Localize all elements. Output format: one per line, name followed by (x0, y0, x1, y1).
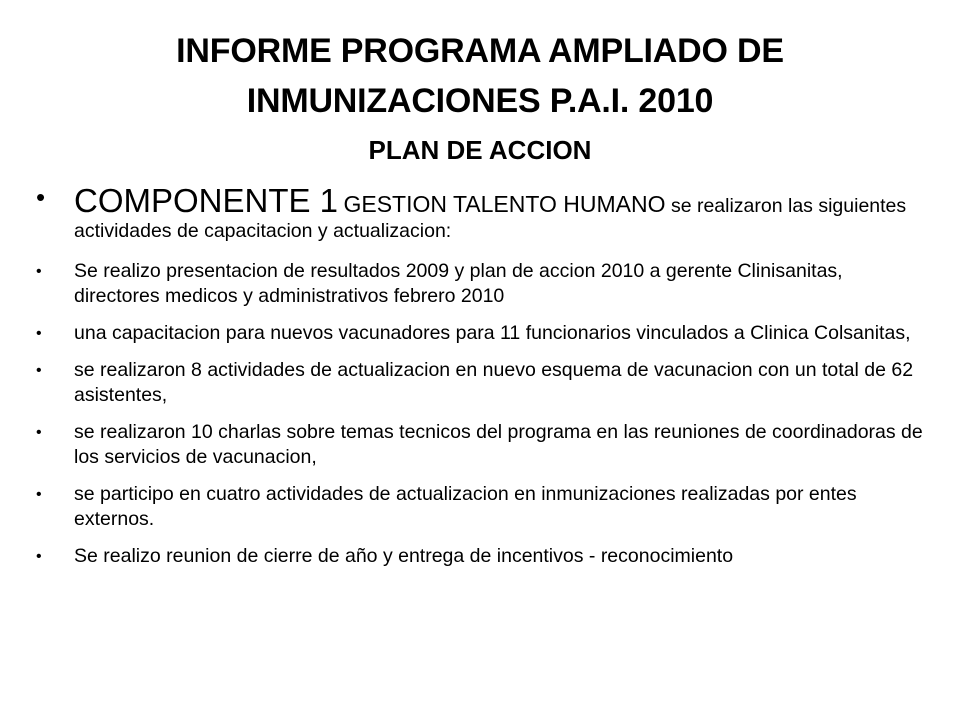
bullet-icon: • (36, 182, 46, 212)
list-item (36, 544, 926, 569)
list-item (36, 420, 926, 470)
list-item-text: se realizaron 10 charlas sobre temas tecnicos del programa en las reuniones de coordinadoras de los servicios de vacunacion, (74, 421, 923, 468)
component-description: se realizaron las siguientes actividades de capacitacion y actualizacion: (74, 195, 907, 242)
list-item (36, 482, 926, 532)
list-item-text: Se realizo presentacion de resultados 2009 y plan de accion 2010 a gerente Clinisanitas, directores medicos y administrativos febrero 2010 (74, 260, 843, 307)
list-item-text: una capacitacion para nuevos vacunadores para 11 funcionarios vinculados a Clinica Colsanitas, (74, 322, 911, 344)
bullet-list (36, 183, 926, 569)
bullet-icon: • (36, 486, 42, 503)
list-item (36, 321, 926, 346)
bullet-icon: • (36, 325, 42, 342)
list-item-text: Se realizo reunion de cierre de año y entrega de incentivos - reconocimiento (74, 545, 734, 567)
component-label: COMPONENTE 1 (74, 182, 339, 219)
slide-title (48, 26, 912, 126)
list-item (36, 358, 926, 408)
bullet-icon: • (36, 263, 42, 280)
slide-subtitle: PLAN DE ACCION (368, 135, 592, 165)
title-line-1: INFORME PROGRAMA AMPLIADO DE (176, 32, 784, 70)
lead-bullet-item (36, 183, 926, 244)
component-topic: GESTION TALENTO HUMANO (343, 191, 666, 217)
bullet-icon: • (36, 362, 42, 379)
bullet-icon: • (36, 548, 42, 565)
list-item-text: se participo en cuatro actividades de actualizacion en inmunizaciones realizadas por entes externos. (74, 483, 857, 530)
list-item (36, 259, 926, 309)
list-item-text: se realizaron 8 actividades de actualizacion en nuevo esquema de vacunacion con un total de 62 asistentes, (74, 359, 914, 406)
bullet-icon: • (36, 424, 42, 441)
title-line-2: INMUNIZACIONES P.A.I. 2010 (246, 82, 714, 120)
